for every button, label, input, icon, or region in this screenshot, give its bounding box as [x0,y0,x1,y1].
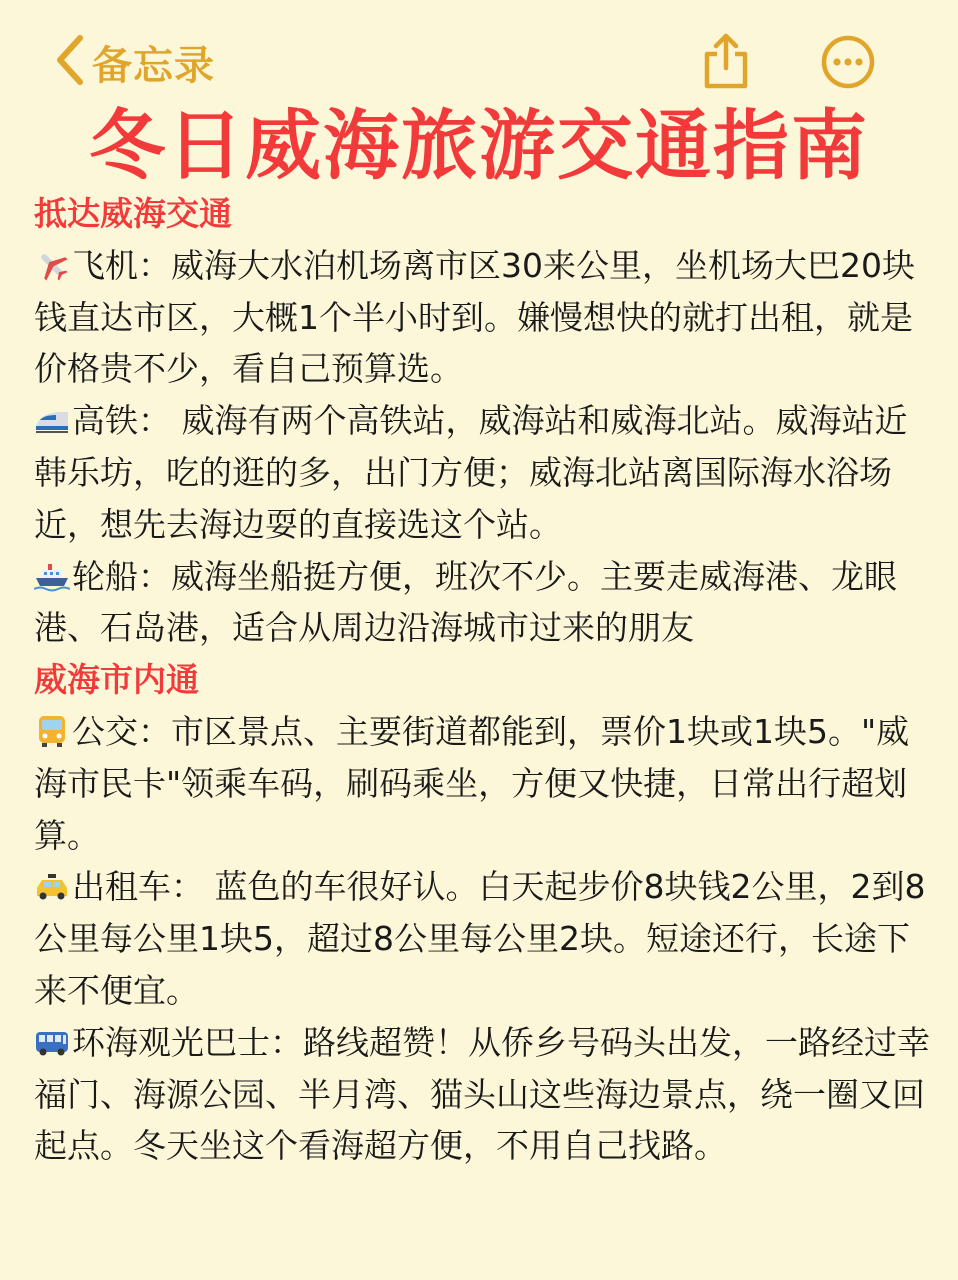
list-item-text: 轮船：威海坐船挺方便，班次不少。主要走威海港、龙眼港、石岛港，适合从周边沿海城市过来的朋友 [34,556,897,648]
more-icon [820,34,876,90]
share-button[interactable] [700,32,752,90]
list-item-text: 出租车： 蓝色的车很好认。白天起步价8块钱2公里，2到8公里每公里1块5，超过8公里每公里2块。短途还行，长途下来不便宜。 [34,867,926,1010]
taxi-icon [34,868,70,904]
note-title: 冬日威海旅游交通指南 [89,101,869,190]
list-item-tour-bus [34,1017,934,1172]
list-item-text: 公交：市区景点、主要街道都能到，票价1块或1块5。"威海市民卡"领乘车码，刷码乘坐，方便又快捷，日常出行超划算。 [34,711,910,855]
list-item-text: 环海观光巴士：路线超赞！从侨乡号码头出发，一路经过幸福门、海源公园、半月湾、猫头山这些海边景点，绕一圈又回起点。冬天坐这个看海超方便，不用自己找路。 [34,1022,930,1166]
list-item-airplane [34,240,934,395]
share-icon [700,32,752,90]
section-heading-city: 威海市内通 [34,660,199,700]
back-button[interactable] [52,32,215,92]
list-item-text: 飞机：威海大水泊机场离市区30来公里，坐机场大巴20块钱直达市区，大概1个半小时到。嫌慢想快的就打出租，就是价格贵不少，看自己预算选。 [34,245,915,389]
back-label: 备忘录 [92,42,215,89]
more-button[interactable] [820,34,876,90]
list-item-ship [34,551,934,655]
tour-bus-icon [34,1024,70,1060]
bus-icon [34,713,70,749]
list-item-text: 高铁： 威海有两个高铁站，威海站和威海北站。威海站近韩乐坊，吃的逛的多，出门方便；威海北站离国际海水浴场近，想先去海边耍的直接选这个站。 [34,401,908,544]
list-item-bus [34,706,934,861]
note-body[interactable] [34,188,934,1172]
high-speed-train-icon [34,402,70,438]
list-item-train [34,395,934,550]
navigation-bar [0,0,958,110]
ship-icon [34,558,70,594]
section-heading-arrival: 抵达威海交通 [34,194,232,233]
chevron-left-icon [52,32,86,92]
list-item-taxi [34,861,934,1016]
airplane-icon [34,247,70,283]
